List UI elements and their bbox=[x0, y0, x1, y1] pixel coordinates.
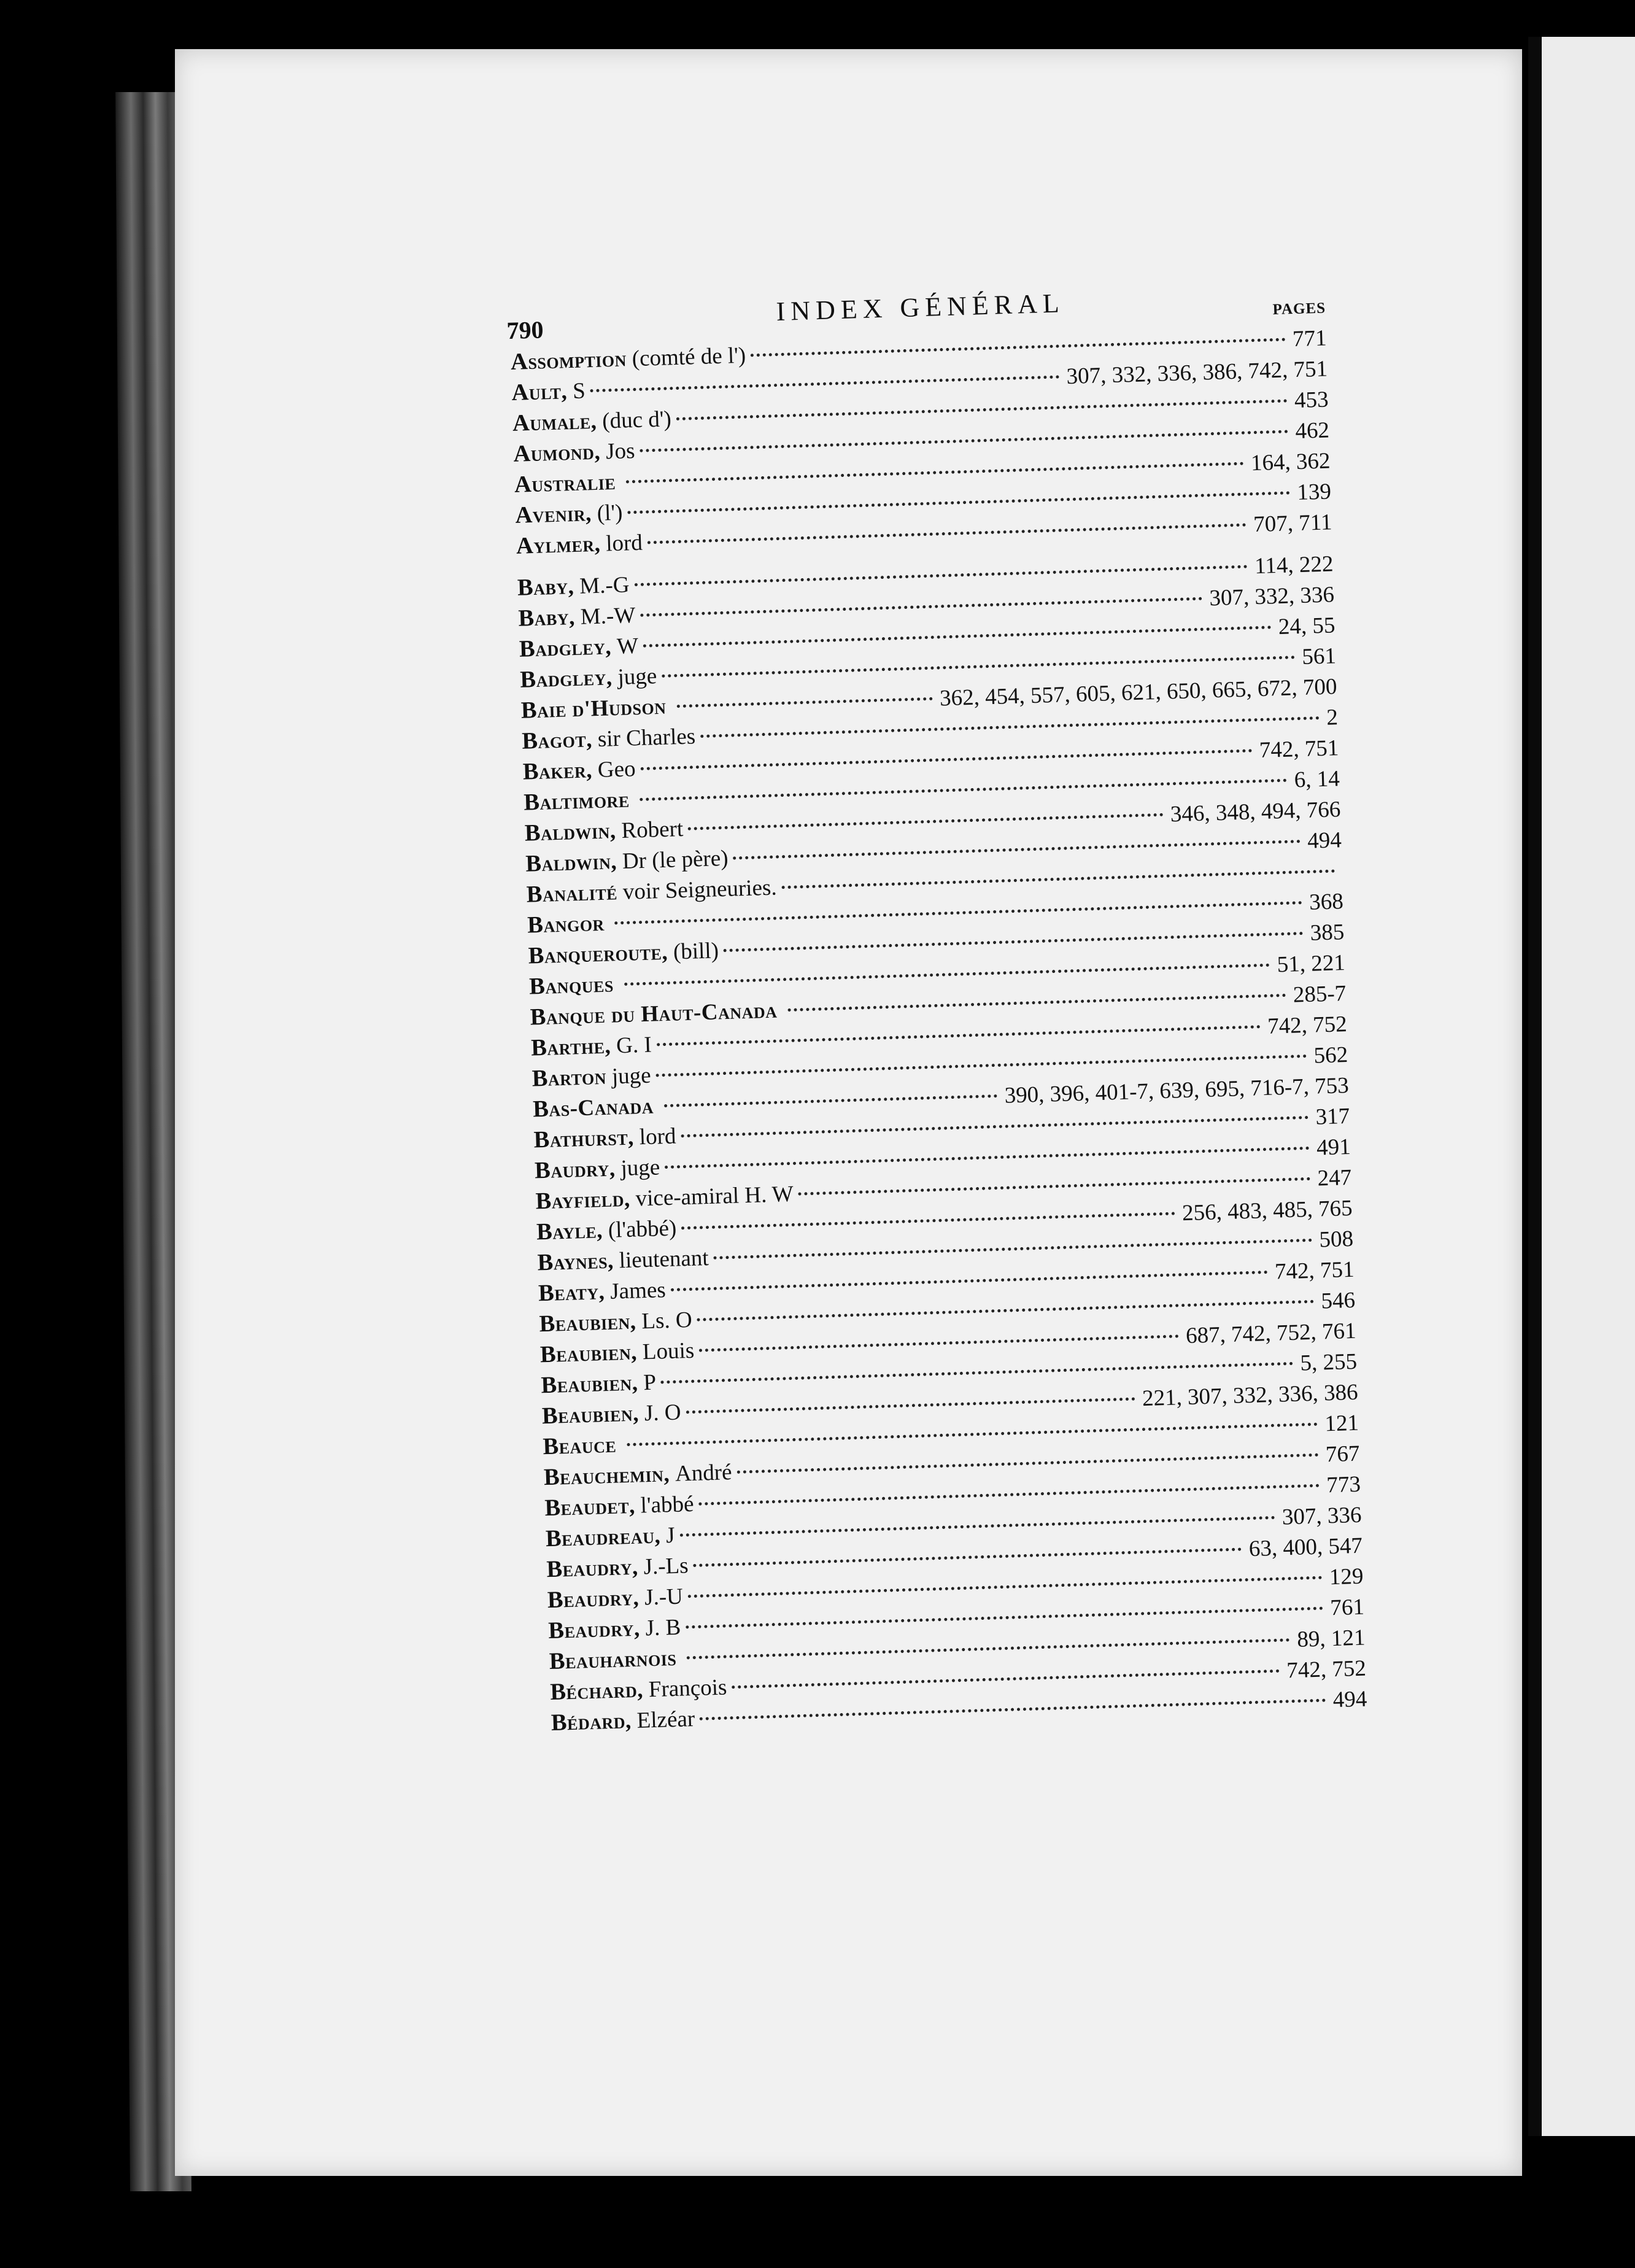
entry-qualifier: l'abbé bbox=[635, 1489, 694, 1522]
entry-pages: 494 bbox=[1305, 825, 1342, 857]
entry-qualifier: Louis bbox=[636, 1336, 695, 1368]
entry-name: Aumale, bbox=[512, 406, 597, 439]
leader-dots bbox=[713, 1238, 1312, 1260]
entry-name: Aumond, bbox=[513, 436, 601, 470]
leader-dots bbox=[697, 1299, 1314, 1322]
entry-pages: 285-7 bbox=[1290, 978, 1347, 1011]
entry-name: Bas-Canada bbox=[532, 1091, 654, 1126]
entry-qualifier: (l') bbox=[591, 498, 623, 529]
entry-qualifier: P bbox=[638, 1368, 657, 1399]
leader-dots bbox=[643, 625, 1271, 647]
entry-pages: 5, 255 bbox=[1297, 1347, 1358, 1379]
leader-dots bbox=[687, 1638, 1289, 1659]
entry-qualifier: sir Charles bbox=[592, 721, 696, 755]
entry-pages: 129 bbox=[1326, 1562, 1364, 1593]
pages-column-label: PAGES bbox=[1234, 300, 1326, 320]
entry-qualifier: James bbox=[605, 1275, 667, 1307]
entry-pages: 767 bbox=[1323, 1439, 1360, 1471]
leader-dots bbox=[640, 748, 1252, 770]
entry-name: Bagot, bbox=[522, 724, 593, 757]
entry-qualifier: lord bbox=[600, 528, 643, 560]
entry-name: Baldwin, bbox=[525, 846, 617, 880]
entry-name: Beaubien, bbox=[541, 1368, 638, 1402]
leader-dots bbox=[676, 697, 932, 708]
leader-dots bbox=[733, 839, 1300, 859]
entry-name: Beauce bbox=[543, 1430, 617, 1463]
entry-pages: 247 bbox=[1315, 1163, 1352, 1194]
entry-qualifier: J. B bbox=[640, 1612, 681, 1644]
entry-pages: 742, 751 bbox=[1272, 1255, 1355, 1288]
entry-name: Baby, bbox=[517, 571, 574, 604]
entry-pages: 761 bbox=[1328, 1592, 1365, 1624]
entry-pages: 385 bbox=[1307, 917, 1345, 949]
leader-dots bbox=[698, 1484, 1319, 1506]
entry-name: Beaubien, bbox=[539, 1337, 637, 1371]
entry-name: Ault, bbox=[511, 376, 568, 409]
entry-name: Banalité bbox=[526, 877, 618, 910]
entry-qualifier: G. I bbox=[610, 1030, 652, 1062]
entry-pages: 256, 483, 485, 765 bbox=[1179, 1193, 1353, 1229]
entry-qualifier: voir Seigneuries. bbox=[617, 872, 777, 908]
leader-dots bbox=[681, 1115, 1308, 1137]
leader-dots bbox=[688, 1576, 1322, 1598]
page-number: 790 bbox=[506, 315, 544, 345]
leader-dots bbox=[671, 1270, 1268, 1291]
entry-pages: 89, 121 bbox=[1294, 1623, 1366, 1655]
entry-pages: 317 bbox=[1313, 1101, 1350, 1133]
entry-pages: 687, 742, 752, 761 bbox=[1183, 1316, 1356, 1352]
entry-pages: 307, 336 bbox=[1279, 1500, 1362, 1533]
entry-name: Beaudry, bbox=[546, 1552, 639, 1585]
entry-name: Aylmer, bbox=[516, 528, 601, 562]
entry-pages: 508 bbox=[1316, 1224, 1354, 1256]
entry-name: Australie bbox=[514, 466, 616, 501]
entry-name: Bathurst, bbox=[533, 1122, 635, 1156]
leader-dots bbox=[787, 993, 1286, 1012]
leader-dots bbox=[699, 1334, 1178, 1352]
entry-pages: 2 bbox=[1324, 702, 1339, 733]
entry-pages: 121 bbox=[1322, 1408, 1359, 1440]
entry-pages: 453 bbox=[1291, 384, 1329, 416]
leader-dots bbox=[664, 1094, 997, 1107]
entry-pages: 742, 752 bbox=[1265, 1009, 1348, 1042]
running-title: INDEX GÉNÉRAL bbox=[613, 282, 1227, 332]
entry-name: Beaudet, bbox=[544, 1490, 636, 1524]
entry-name: Baltimore bbox=[524, 784, 630, 819]
entry-qualifier: J.-Ls bbox=[638, 1550, 689, 1582]
entry-pages: 114, 222 bbox=[1252, 549, 1334, 582]
entry-qualifier: M.-G bbox=[574, 570, 630, 602]
entry-pages: 707, 711 bbox=[1251, 507, 1333, 540]
entry-pages: 221, 307, 332, 336, 386 bbox=[1139, 1377, 1358, 1415]
entry-name: Banques bbox=[529, 969, 614, 1002]
entry-name: Barthe, bbox=[531, 1031, 611, 1064]
entry-pages: 24, 55 bbox=[1275, 610, 1335, 643]
entry-name: Beauharnois bbox=[549, 1643, 677, 1678]
entry-qualifier: S bbox=[566, 376, 586, 407]
entry-qualifier: (duc d') bbox=[597, 404, 672, 437]
entry-pages: 164, 362 bbox=[1248, 446, 1331, 479]
entry-qualifier: Robert bbox=[616, 814, 684, 846]
entry-name: Baker, bbox=[522, 754, 593, 788]
entry-name: Beauchemin, bbox=[543, 1458, 670, 1493]
entry-qualifier: juge bbox=[606, 1061, 651, 1093]
entry-name: Béchard, bbox=[550, 1674, 644, 1708]
entry-qualifier: vice-amiral H. W bbox=[630, 1179, 794, 1215]
entry-name: Barton bbox=[531, 1061, 607, 1095]
entry-pages: 742, 752 bbox=[1284, 1654, 1367, 1687]
entry-name: Badgley, bbox=[520, 662, 613, 695]
leader-dots bbox=[624, 963, 1270, 986]
entry-name: Baldwin, bbox=[524, 815, 616, 849]
leader-dots bbox=[686, 1397, 1135, 1414]
leader-dots bbox=[732, 1669, 1279, 1689]
leader-dots bbox=[626, 462, 1243, 484]
entry-name: Bayfield, bbox=[535, 1183, 631, 1218]
entry-pages: 773 bbox=[1324, 1469, 1361, 1501]
entry-qualifier: J bbox=[660, 1520, 675, 1552]
entry-name: Baudry, bbox=[534, 1153, 616, 1187]
entry-name: Beaty, bbox=[538, 1276, 605, 1309]
entry-pages: 307, 332, 336, 386, 742, 751 bbox=[1064, 354, 1328, 393]
entry-name: Beaudry, bbox=[547, 1582, 640, 1616]
entry-name: Badgley, bbox=[519, 631, 612, 665]
entry-name: Bayle, bbox=[536, 1215, 603, 1248]
leader-dots bbox=[751, 338, 1285, 357]
entry-pages: 307, 332, 336 bbox=[1207, 579, 1335, 614]
entry-name: Banqueroute, bbox=[528, 937, 668, 972]
leader-dots bbox=[676, 398, 1287, 420]
leader-dots bbox=[688, 813, 1163, 830]
index-entries bbox=[510, 323, 1367, 1738]
entry-name: Beaubien, bbox=[539, 1306, 636, 1341]
entry-qualifier: J.-U bbox=[638, 1582, 683, 1614]
entry-name: Avenir, bbox=[515, 498, 592, 532]
entry-pages: 368 bbox=[1307, 886, 1344, 918]
entry-qualifier: juge bbox=[612, 661, 657, 693]
entry-qualifier: Jos bbox=[600, 436, 635, 468]
entry-qualifier: J. O bbox=[638, 1398, 681, 1430]
entry-qualifier: Geo bbox=[592, 754, 636, 786]
entry-qualifier: W bbox=[611, 631, 638, 662]
leader-dots bbox=[781, 869, 1335, 889]
leader-dots bbox=[657, 1024, 1261, 1046]
entry-pages: 561 bbox=[1299, 641, 1337, 673]
entry-qualifier: lord bbox=[633, 1121, 676, 1153]
entry-name: Baie d'Hudson bbox=[520, 691, 667, 727]
entry-pages: 494 bbox=[1330, 1684, 1367, 1716]
entry-name: Bangor bbox=[527, 908, 605, 942]
entry-name: Baynes, bbox=[537, 1245, 614, 1279]
leader-dots bbox=[798, 1177, 1310, 1196]
leader-dots bbox=[681, 1211, 1175, 1229]
entry-pages: 546 bbox=[1318, 1285, 1356, 1317]
entry-pages: 51, 221 bbox=[1274, 948, 1345, 980]
leader-dots bbox=[640, 597, 1202, 617]
leader-dots bbox=[686, 1606, 1323, 1629]
leader-dots bbox=[590, 374, 1059, 392]
entry-qualifier: (comté de l') bbox=[626, 341, 746, 375]
entry-qualifier: André bbox=[669, 1457, 732, 1490]
entry-pages: 139 bbox=[1294, 476, 1332, 508]
leader-dots bbox=[634, 565, 1247, 587]
entry-qualifier: juge bbox=[615, 1152, 660, 1184]
entry-name: Beaudreau, bbox=[545, 1520, 661, 1555]
entry-qualifier: Ls. O bbox=[636, 1305, 693, 1337]
leader-dots bbox=[647, 523, 1247, 544]
entry-qualifier: lieutenant bbox=[613, 1243, 709, 1277]
leader-dots bbox=[679, 1515, 1275, 1537]
entry-pages: 362, 454, 557, 605, 621, 650, 665, 672, 700 bbox=[937, 671, 1337, 714]
entry-qualifier: (l'abbé) bbox=[602, 1213, 677, 1247]
entry-name: Banque du Haut-Canada bbox=[530, 995, 778, 1034]
entry-pages: 390, 396, 401-7, 639, 695, 716-7, 753 bbox=[1002, 1070, 1349, 1112]
entry-pages: 562 bbox=[1311, 1040, 1348, 1072]
leader-dots bbox=[662, 655, 1294, 678]
leader-dots bbox=[665, 1146, 1309, 1169]
entry-pages: 771 bbox=[1289, 323, 1327, 355]
entry-name: Beaudry, bbox=[548, 1613, 641, 1647]
entry-pages: 462 bbox=[1293, 415, 1330, 447]
entry-pages: 491 bbox=[1313, 1132, 1351, 1164]
entry-name: Baby, bbox=[518, 602, 576, 635]
entry-name: Assomption bbox=[510, 343, 627, 378]
entry-name: Bédard, bbox=[551, 1705, 632, 1739]
leader-dots bbox=[724, 931, 1303, 952]
leader-dots bbox=[693, 1547, 1242, 1567]
leader-dots bbox=[661, 1361, 1293, 1384]
leader-dots bbox=[700, 1698, 1326, 1720]
entry-pages: 6, 14 bbox=[1291, 764, 1340, 795]
entry-name: Beaubien, bbox=[541, 1398, 639, 1433]
entry-qualifier: (bill) bbox=[667, 935, 719, 967]
entry-qualifier: Dr (le père) bbox=[616, 843, 729, 877]
entry-qualifier: François bbox=[643, 1672, 727, 1705]
leader-dots bbox=[736, 1453, 1318, 1474]
entry-pages: 63, 400, 547 bbox=[1246, 1531, 1362, 1565]
entry-qualifier: Elzéar bbox=[631, 1704, 695, 1736]
entry-pages: 346, 348, 494, 766 bbox=[1167, 794, 1341, 830]
entry-qualifier: M.-W bbox=[574, 600, 636, 633]
leader-dots bbox=[700, 716, 1319, 738]
entry-pages: 742, 751 bbox=[1256, 733, 1339, 766]
